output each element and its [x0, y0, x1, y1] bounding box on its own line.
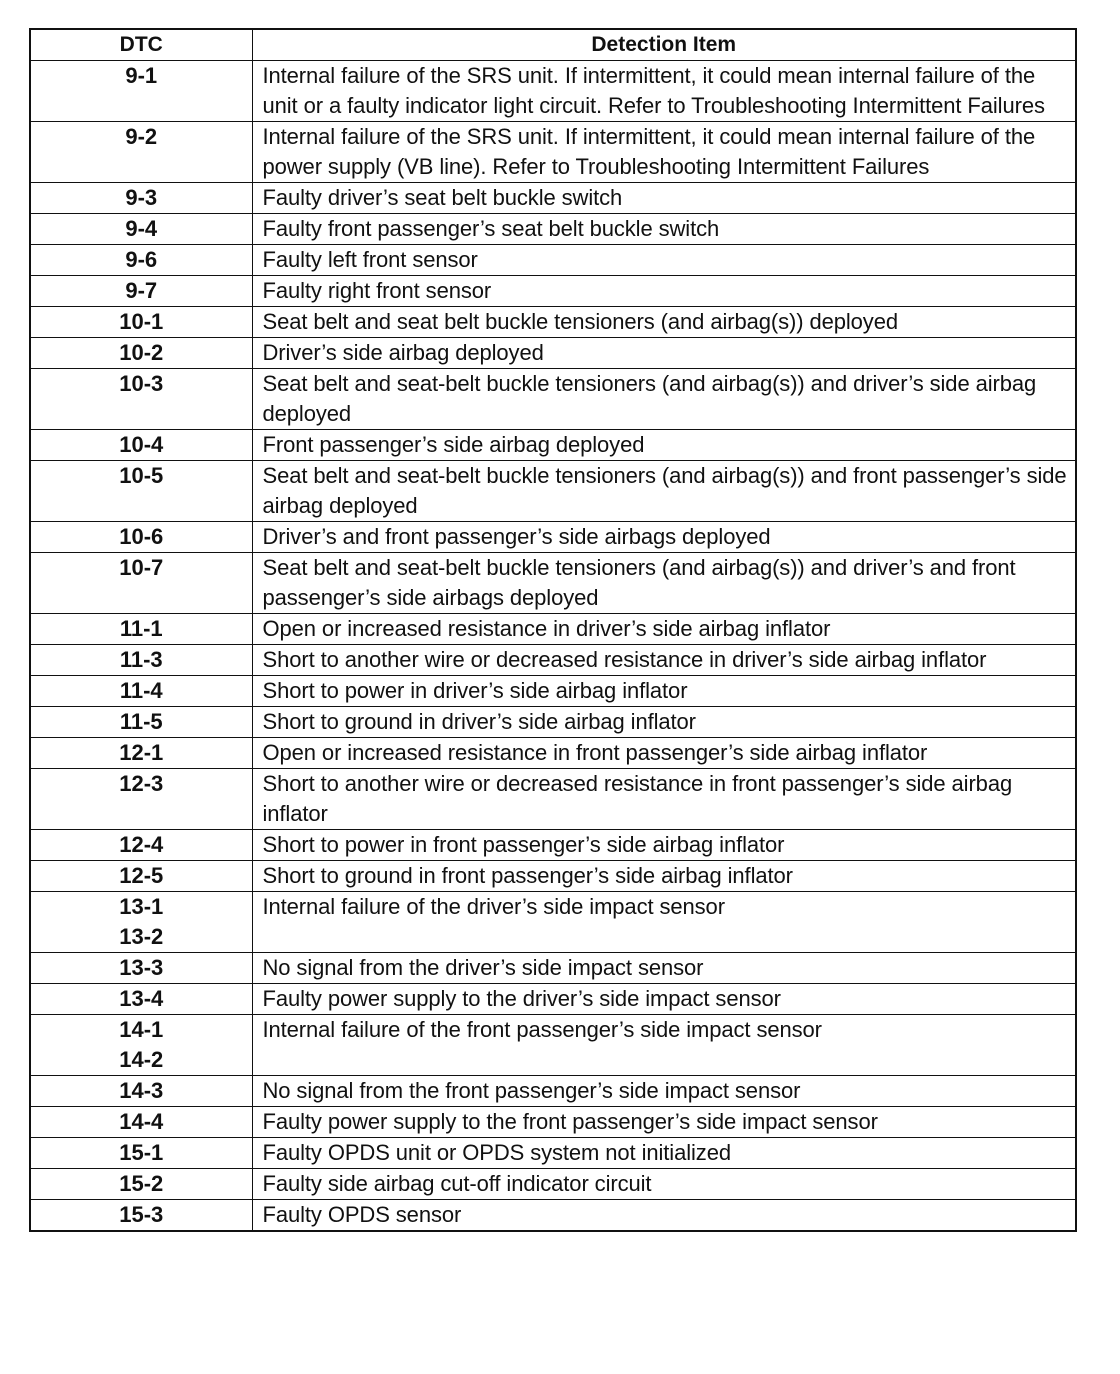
detection-item-cell: Internal failure of the driver’s side impact sensor [252, 892, 1076, 953]
dtc-code: 9-7 [125, 278, 158, 303]
table-row [30, 522, 1076, 553]
detection-item-cell: Driver’s and front passenger’s side airbags deployed [252, 522, 1076, 553]
table-row [30, 245, 1076, 276]
dtc-code: 15-2 [119, 1171, 164, 1196]
dtc-code: 14-1 [119, 1017, 164, 1042]
dtc-code: 12-3 [119, 771, 164, 796]
dtc-code: 10-3 [119, 371, 164, 396]
detection-item-cell: Front passenger’s side airbag deployed [252, 430, 1076, 461]
table-row [30, 830, 1076, 861]
dtc-code: 14-3 [119, 1078, 164, 1103]
detection-item-cell: Short to power in front passenger’s side airbag inflator [252, 830, 1076, 861]
dtc-code-cell [30, 461, 252, 522]
table-row [30, 214, 1076, 245]
detection-item-cell: Short to ground in front passenger’s side airbag inflator [252, 861, 1076, 892]
dtc-code: 12-1 [119, 740, 164, 765]
dtc-code: 11-4 [119, 678, 163, 703]
table-row [30, 276, 1076, 307]
table-row [30, 553, 1076, 614]
table-row [30, 1200, 1076, 1232]
detection-item-cell: Seat belt and seat-belt buckle tensioners (and airbag(s)) and driver’s and front passenger’s side airbags deployed [252, 553, 1076, 614]
detection-item-cell: Faulty power supply to the driver’s side impact sensor [252, 984, 1076, 1015]
detection-item-cell: Open or increased resistance in driver’s side airbag inflator [252, 614, 1076, 645]
detection-item-cell: Short to another wire or decreased resistance in front passenger’s side airbag inflator [252, 769, 1076, 830]
dtc-code: 9-4 [125, 216, 158, 241]
table-row [30, 892, 1076, 953]
table-header-row [30, 29, 1076, 61]
detection-item-cell: Seat belt and seat belt buckle tensioners (and airbag(s)) deployed [252, 307, 1076, 338]
detection-item-cell: Driver’s side airbag deployed [252, 338, 1076, 369]
table-row [30, 1107, 1076, 1138]
dtc-code-cell [30, 1169, 252, 1200]
table-row [30, 307, 1076, 338]
header-detection-item: Detection Item [252, 29, 1076, 61]
dtc-code: 10-5 [119, 463, 164, 488]
detection-item-cell: Internal failure of the SRS unit. If intermittent, it could mean internal failure of the power supply (VB line). Refer to Troubleshooting Intermittent Failures [252, 122, 1076, 183]
dtc-code: 13-2 [119, 924, 164, 949]
dtc-code-cell [30, 522, 252, 553]
table-row [30, 183, 1076, 214]
table-row [30, 461, 1076, 522]
detection-item-cell: Faulty OPDS sensor [252, 1200, 1076, 1232]
dtc-code-cell [30, 1138, 252, 1169]
detection-item-cell: Short to another wire or decreased resistance in driver’s side airbag inflator [252, 645, 1076, 676]
detection-item-cell: Seat belt and seat-belt buckle tensioners (and airbag(s)) and front passenger’s side airbag deployed [252, 461, 1076, 522]
detection-item-cell: Faulty side airbag cut-off indicator circuit [252, 1169, 1076, 1200]
table-row [30, 430, 1076, 461]
dtc-code: 9-6 [125, 247, 158, 272]
dtc-code: 13-4 [119, 986, 164, 1011]
dtc-code: 13-3 [119, 955, 164, 980]
detection-item-cell: Faulty left front sensor [252, 245, 1076, 276]
dtc-code-cell [30, 122, 252, 183]
dtc-code-cell [30, 214, 252, 245]
dtc-code-cell [30, 1076, 252, 1107]
detection-item-cell: Internal failure of the SRS unit. If intermittent, it could mean internal failure of the unit or a faulty indicator light circuit. Refer to Troubleshooting Intermittent Failures [252, 61, 1076, 122]
table-body [30, 61, 1076, 1232]
table-row [30, 338, 1076, 369]
dtc-code: 11-3 [119, 647, 163, 672]
table-row [30, 61, 1076, 122]
table-row [30, 1169, 1076, 1200]
table-row [30, 1076, 1076, 1107]
dtc-code-cell [30, 276, 252, 307]
dtc-code-cell [30, 369, 252, 430]
table-row [30, 738, 1076, 769]
dtc-code: 9-3 [125, 185, 158, 210]
dtc-code-cell [30, 1015, 252, 1076]
dtc-code-cell [30, 953, 252, 984]
dtc-code: 10-6 [119, 524, 164, 549]
dtc-code-cell [30, 61, 252, 122]
dtc-code: 11-5 [119, 709, 163, 734]
detection-item-cell: Faulty driver’s seat belt buckle switch [252, 183, 1076, 214]
dtc-code: 14-2 [119, 1047, 164, 1072]
dtc-code: 15-3 [119, 1202, 164, 1227]
dtc-code-cell [30, 984, 252, 1015]
dtc-code: 9-2 [125, 124, 158, 149]
table-row [30, 122, 1076, 183]
table-row [30, 369, 1076, 430]
dtc-code-cell [30, 861, 252, 892]
detection-item-cell: Seat belt and seat-belt buckle tensioners (and airbag(s)) and driver’s side airbag deployed [252, 369, 1076, 430]
dtc-code-cell [30, 830, 252, 861]
dtc-code-cell [30, 307, 252, 338]
dtc-code: 15-1 [119, 1140, 164, 1165]
dtc-code-cell [30, 676, 252, 707]
dtc-code-cell [30, 183, 252, 214]
table-row [30, 861, 1076, 892]
dtc-code-cell [30, 645, 252, 676]
dtc-code: 13-1 [119, 894, 164, 919]
dtc-code-cell [30, 245, 252, 276]
dtc-code-cell [30, 769, 252, 830]
dtc-code-cell [30, 738, 252, 769]
dtc-table [29, 28, 1077, 1232]
dtc-code: 10-2 [119, 340, 164, 365]
dtc-code: 14-4 [119, 1109, 164, 1134]
dtc-code-cell [30, 892, 252, 953]
table-row [30, 645, 1076, 676]
detection-item-cell: No signal from the driver’s side impact sensor [252, 953, 1076, 984]
table-row [30, 707, 1076, 738]
detection-item-cell: Faulty power supply to the front passenger’s side impact sensor [252, 1107, 1076, 1138]
dtc-code: 10-4 [119, 432, 164, 457]
table-row [30, 1138, 1076, 1169]
dtc-code-cell [30, 338, 252, 369]
detection-item-cell: No signal from the front passenger’s side impact sensor [252, 1076, 1076, 1107]
table-row [30, 953, 1076, 984]
dtc-code-cell [30, 1107, 252, 1138]
dtc-code-cell [30, 553, 252, 614]
dtc-code: 12-4 [119, 832, 164, 857]
table-row [30, 614, 1076, 645]
detection-item-cell: Faulty front passenger’s seat belt buckle switch [252, 214, 1076, 245]
table-row [30, 984, 1076, 1015]
detection-item-cell: Short to power in driver’s side airbag inflator [252, 676, 1076, 707]
dtc-code: 11-1 [119, 616, 163, 641]
dtc-code: 10-7 [119, 555, 164, 580]
table-row [30, 769, 1076, 830]
dtc-code: 9-1 [125, 63, 158, 88]
dtc-code: 10-1 [119, 309, 164, 334]
detection-item-cell: Short to ground in driver’s side airbag inflator [252, 707, 1076, 738]
dtc-code-cell [30, 430, 252, 461]
detection-item-cell: Faulty right front sensor [252, 276, 1076, 307]
table-row [30, 676, 1076, 707]
detection-item-cell: Internal failure of the front passenger’s side impact sensor [252, 1015, 1076, 1076]
dtc-code-cell [30, 614, 252, 645]
detection-item-cell: Open or increased resistance in front passenger’s side airbag inflator [252, 738, 1076, 769]
detection-item-cell: Faulty OPDS unit or OPDS system not initialized [252, 1138, 1076, 1169]
dtc-code-cell [30, 707, 252, 738]
dtc-code: 12-5 [119, 863, 164, 888]
dtc-code-cell [30, 1200, 252, 1232]
header-dtc: DTC [30, 29, 252, 61]
table-row [30, 1015, 1076, 1076]
